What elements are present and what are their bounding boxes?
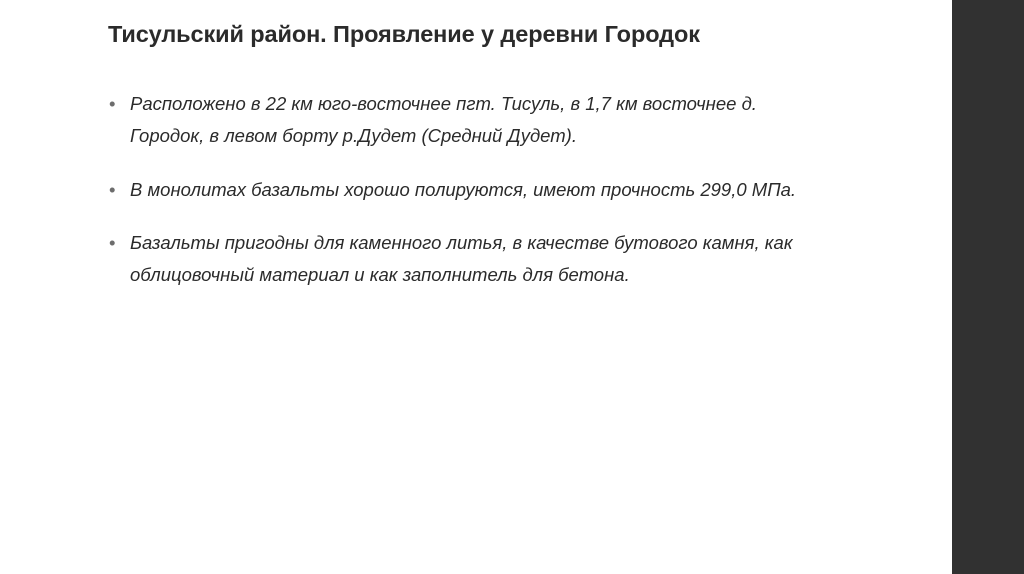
list-item-text: Расположено в 22 км юго-восточнее пгт. Тисуль, в 1,7 км восточнее д. Городок, в левом борту р.Дудет (Средний Дудет).: [130, 93, 757, 146]
bullet-list: [106, 88, 806, 291]
list-item-text: В монолитах базальты хорошо полируются, имеют прочность 299,0 МПа.: [130, 178, 797, 200]
right-side-panel: [952, 0, 1024, 574]
list-item: [106, 174, 806, 206]
bullet-marker-icon: •: [109, 93, 116, 114]
list-item: [106, 88, 806, 152]
bullet-marker-icon: •: [109, 232, 116, 254]
page-title: Тисульский район. Проявление у деревни Городок: [108, 21, 700, 47]
bullet-marker-icon: •: [109, 178, 116, 200]
list-item-text: Базальты пригодны для каменного литья, в качестве бутового камня, как облицовочный материал и как заполнитель для бетона.: [130, 232, 793, 286]
list-item: [106, 227, 806, 291]
